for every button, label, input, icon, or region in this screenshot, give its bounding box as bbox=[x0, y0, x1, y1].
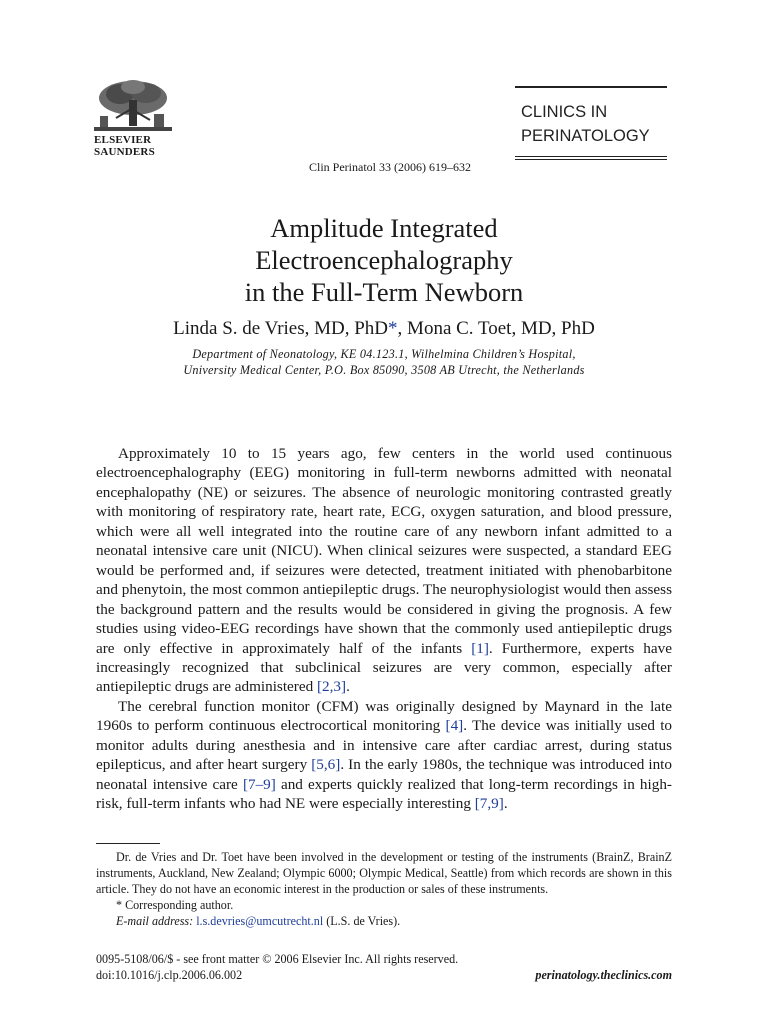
text-run: and experts quickly realized that long-term recordings in high-risk, full-term infants who had NE were especially interesting bbox=[96, 775, 672, 813]
footnotes bbox=[96, 849, 672, 929]
text-run: . bbox=[346, 678, 350, 696]
text-run: The cerebral function monitor (CFM) was originally designed by Maynard in the late 1960s to perform continuous electrocortical monitoring bbox=[96, 697, 672, 735]
title-line-3: in the Full-Term Newborn bbox=[244, 277, 524, 307]
text-run: . The device was initially used to monitor adults during anesthesia and in intensive care after cardiac arrest, during status epilepticus, and after heart surgery bbox=[96, 717, 673, 774]
page-footer bbox=[96, 951, 672, 983]
reference-link-4[interactable]: [4] bbox=[445, 717, 464, 735]
text-run: . In the early 1980s, the technique was introduced into neonatal intensive care bbox=[96, 756, 672, 793]
affiliation-line-2: University Medical Center, P.O. Box 85090, 3508 AB Utrecht, the Netherlands bbox=[183, 363, 585, 377]
journal-citation: Clin Perinatol 33 (2006) 619–632 bbox=[309, 160, 471, 174]
affiliation-line-1: Department of Neonatology, KE 04.123.1, Wilhelmina Children’s Hospital, bbox=[192, 347, 576, 361]
author-list bbox=[96, 318, 672, 340]
doi: doi:10.1016/j.clp.2006.06.002 bbox=[96, 968, 243, 982]
publisher-imprint: SAUNDERS bbox=[94, 146, 155, 158]
article-title bbox=[96, 212, 672, 308]
corresponding-author-mark[interactable]: * bbox=[388, 318, 398, 339]
publisher-name: ELSEVIER bbox=[94, 134, 152, 146]
journal-name-line-1: CLINICS IN bbox=[521, 103, 608, 121]
affiliation bbox=[96, 346, 672, 378]
journal-name bbox=[515, 88, 667, 154]
title-line-1: Amplitude Integrated bbox=[270, 213, 498, 243]
masthead-rule-bottom bbox=[515, 156, 667, 160]
paragraph-1 bbox=[96, 444, 672, 697]
journal-name-line-2: PERINATOLOGY bbox=[521, 127, 650, 145]
author-toet: , Mona C. Toet, MD, PhD bbox=[397, 318, 595, 339]
email-suffix: (L.S. de Vries). bbox=[323, 914, 401, 928]
journal-website[interactable]: perinatology.theclinics.com bbox=[535, 968, 672, 982]
reference-link-2-3[interactable]: [2,3] bbox=[316, 678, 347, 696]
disclosure-note: Dr. de Vries and Dr. Toet have been involved in the development or testing of the instruments (BrainZ, BrainZ instruments, Auckland, New Zealand; Olympic 6000; Olympic Medical, Seattle) from which records are shown in this article. They do not have an economic interest in the production or sales of these instruments. bbox=[96, 850, 672, 896]
elsevier-tree-icon bbox=[94, 78, 172, 134]
reference-link-1[interactable]: [1] bbox=[471, 639, 489, 657]
copyright-line: 0095-5108/06/$ - see front matter © 2006 Elsevier Inc. All rights reserved. bbox=[96, 952, 459, 966]
reference-link-7-9[interactable]: [7–9] bbox=[242, 775, 276, 793]
email-link[interactable]: l.s.devries@umcutrecht.nl bbox=[196, 914, 324, 928]
title-line-2: Electroencephalography bbox=[255, 245, 513, 275]
author-de-vries: Linda S. de Vries, MD, PhD bbox=[173, 318, 389, 339]
paragraph-2 bbox=[96, 697, 672, 814]
email-note bbox=[96, 913, 672, 929]
text-run: . bbox=[503, 795, 508, 813]
publisher-logo bbox=[94, 78, 174, 158]
article-body bbox=[96, 444, 672, 814]
reference-link-7-9b[interactable]: [7,9] bbox=[474, 795, 504, 813]
reference-link-5-6[interactable]: [5,6] bbox=[311, 756, 341, 774]
text-run: . Furthermore, experts have increasingly recognized that subclinical seizures are very common, especially after antiepileptic drugs are administered bbox=[96, 639, 672, 696]
journal-masthead bbox=[515, 86, 667, 160]
email-label: E-mail address: bbox=[116, 914, 194, 928]
text-run: Approximately 10 to 15 years ago, few centers in the world used continuous electroencephalography (EEG) monitoring in full-term newborns admitted with neonatal encephalopathy (NE) or seizures. The absence of neurologic monitoring contrasted greatly with monitoring of respiratory rate, heart rate, ECG, oxygen saturation, and blood pressure, which were all well integrated into the routine care of any newborn infant admitted to a neonatal intensive care unit (NICU). When clinical seizures were suspected, a standard EEG would be performed and, if seizures were detected, treatment initiated with phenobarbitone and phenytoin, the most common antiepileptic drugs. The neurophysiologist would then assess the background pattern and the results would be considered in giving the prognosis. A few studies using video-EEG recordings have shown that the commonly used antiepileptic drugs are only effective in approximately half of the infants bbox=[96, 445, 672, 657]
footnote-divider bbox=[96, 843, 160, 844]
corresponding-note: * Corresponding author. bbox=[116, 898, 234, 912]
